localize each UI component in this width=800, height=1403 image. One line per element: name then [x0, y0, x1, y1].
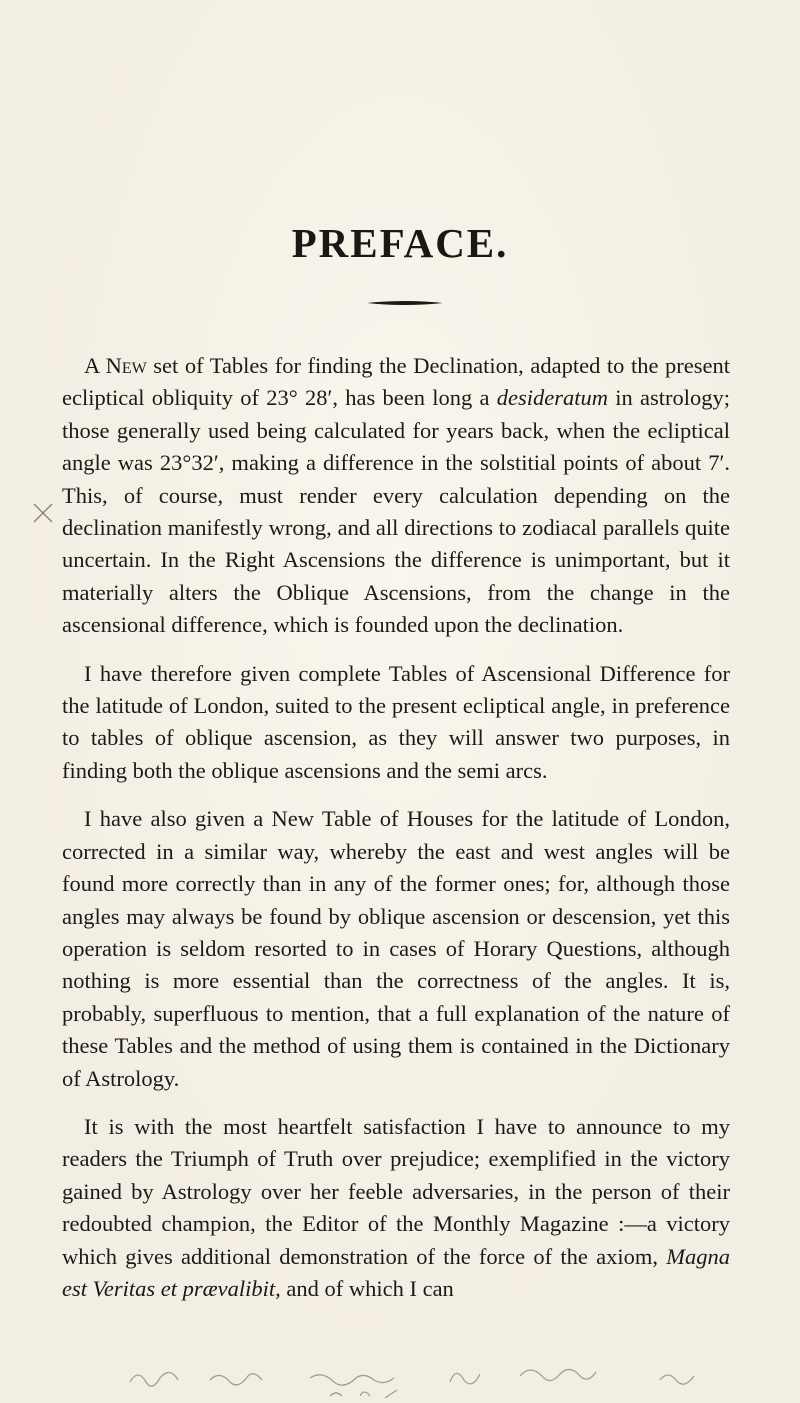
preface-body [62, 350, 730, 1321]
paragraph-4-text-b: and of which I can [280, 1275, 454, 1301]
paragraph-1-lead-word: New [105, 353, 147, 378]
paragraph-4 [62, 1111, 730, 1305]
paragraph-4-text-a: It is with the most heartfelt satisfaction I have to announce to my readers the Triumph of Truth over prejudice; exemplified in the victory gained by Astrology over her feeble adversaries, in the person of their redoubted champion, the Editor of the Monthly Magazine :—a victory which gives additional demonstration of the force of the axiom, [62, 1113, 730, 1269]
paragraph-3: I have also given a New Table of Houses for the latitude of London, corrected in a similar way, whereby the east and west angles will be found more correctly than in any of the former ones; for, although those angles may always be found by oblique ascension or descension, yet this operation is seldom resorted to in cases of Horary Questions, although nothing is more essential than the correctness of the angles. It is, probably, superfluous to mention, that a full explanation of the nature of these Tables and the method of using them is contained in the Dictionary of Astrology. [62, 806, 730, 1091]
paragraph-1-text-b: in astrology; those generally used being calculated for years back, when the ecliptical angle was 23°32′, making a difference in the solstitial points of about 7′. This, of course, must render every calculation depending on the declination manifestly wrong, and all directions to zodiacal parallels quite uncertain. In the Right Ascensions the difference is unimportant, but it materially alters the Oblique Ascensions, from the change in the ascensional difference, which is founded upon the declination. [62, 385, 730, 638]
title-ornament-rule [367, 300, 443, 306]
paragraph-1-text-a: set of Tables for finding the Declination, adapted to the present ecliptical obliquity of 23° 28′, has been long a [62, 353, 730, 411]
paragraph-1-italic: desideratum [496, 385, 608, 411]
pencil-handwriting-scribble [120, 1352, 760, 1403]
paragraph-4-italic: Magna est Veritas et prævalibit, [62, 1243, 730, 1301]
paragraph-1 [62, 350, 730, 642]
paragraph-2: I have therefore given complete Tables of Ascensional Difference for the latitude of London, suited to the present ecliptical angle, in preference to tables of oblique ascension, as they will answer two purposes, in finding both the oblique ascensions and the semi arcs. [62, 660, 730, 783]
pencil-margin-mark [30, 500, 56, 526]
page-title: PREFACE. [291, 220, 509, 267]
paragraph-1-lead-letter: A [84, 353, 106, 378]
